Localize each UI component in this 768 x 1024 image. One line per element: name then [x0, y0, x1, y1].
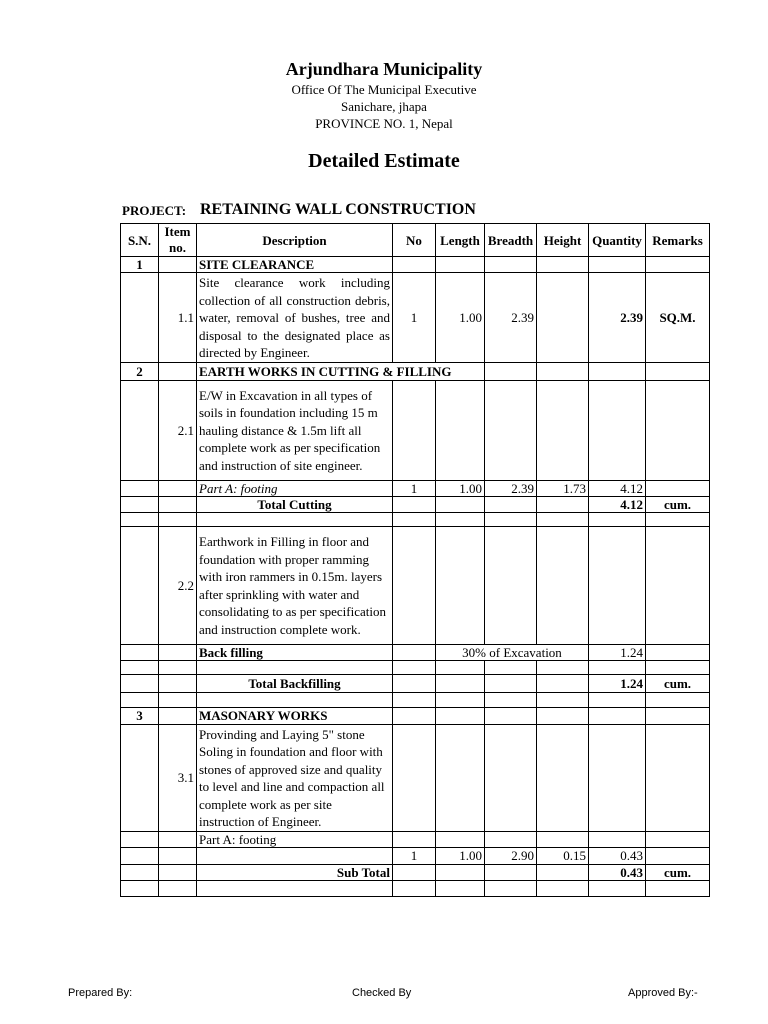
part-values-row — [121, 847, 710, 864]
approved-by: Approved By:- — [628, 987, 698, 999]
part-label: Part A: footing — [197, 831, 393, 847]
project-label: PROJECT: — [122, 203, 187, 218]
section-sn: 3 — [121, 707, 159, 724]
backfill-quantity: 1.24 — [589, 644, 646, 660]
blank-row — [121, 660, 710, 674]
section-title: MASONARY WORKS — [197, 707, 393, 724]
part-length: 1.00 — [436, 480, 485, 496]
blank-row — [121, 692, 710, 707]
item-row — [121, 724, 710, 831]
item-quantity: 2.39 — [589, 273, 646, 363]
item-row — [121, 380, 710, 480]
section-title: SITE CLEARANCE — [197, 257, 393, 273]
col-height: Height — [537, 224, 589, 257]
item-number: 2.2 — [159, 526, 197, 644]
office-line: Office Of The Municipal Executive — [291, 82, 477, 97]
backfill-note: 30% of Excavation — [436, 644, 589, 660]
item-description: Provinding and Laying 5" stone Soling in foundation and floor with stones of approved size and quality to level and line and compaction all complete work as per site instruction of Engineer. — [197, 724, 393, 831]
part-quantity: 4.12 — [589, 480, 646, 496]
col-sn: S.N. — [121, 224, 159, 257]
part-no: 1 — [393, 480, 436, 496]
total-label: Total Cutting — [197, 496, 393, 512]
part-height: 0.15 — [537, 847, 589, 864]
section-row — [121, 707, 710, 724]
item-description: Site clearance work including collection of all construction debris, water, removal of bushes, tree and disposal to the designated place as directed by Engineer. — [197, 273, 393, 363]
item-row — [121, 273, 710, 363]
part-row — [121, 831, 710, 847]
item-row — [121, 526, 710, 644]
item-description: Earthwork in Filling in floor and foundation with proper ramming with iron rammers in 0.15m. layers after sprinkling with water and consolidating to as per specification and instruction complete work. — [197, 526, 393, 644]
col-item-no: Item no. — [159, 224, 197, 257]
part-quantity: 0.43 — [589, 847, 646, 864]
subtotal-label: Sub Total — [197, 864, 393, 880]
section-sn: 1 — [121, 257, 159, 273]
subtotal-quantity: 0.43 — [589, 864, 646, 880]
checked-by: Checked By — [352, 987, 412, 999]
project-name: RETAINING WALL CONSTRUCTION — [200, 201, 476, 218]
item-breadth: 2.39 — [485, 273, 537, 363]
item-number: 1.1 — [159, 273, 197, 363]
part-no: 1 — [393, 847, 436, 864]
blank-row — [121, 880, 710, 896]
address-line: Sanichare, jhapa — [341, 99, 427, 114]
col-length: Length — [436, 224, 485, 257]
part-breadth: 2.90 — [485, 847, 537, 864]
total-quantity: 1.24 — [589, 674, 646, 692]
estimate-table — [120, 223, 710, 897]
total-unit: cum. — [646, 674, 710, 692]
part-length: 1.00 — [436, 847, 485, 864]
backfill-row — [121, 644, 710, 660]
total-quantity: 4.12 — [589, 496, 646, 512]
item-number: 2.1 — [159, 380, 197, 480]
total-row — [121, 674, 710, 692]
subtotal-row — [121, 864, 710, 880]
col-quantity: Quantity — [589, 224, 646, 257]
backfill-label: Back filling — [197, 644, 393, 660]
item-remarks: SQ.M. — [646, 273, 710, 363]
part-row — [121, 480, 710, 496]
total-row — [121, 496, 710, 512]
total-label: Total Backfilling — [197, 674, 393, 692]
col-remarks: Remarks — [646, 224, 710, 257]
subtotal-unit: cum. — [646, 864, 710, 880]
organization-name: Arjundhara Municipality — [285, 59, 483, 79]
part-label: Part A: footing — [197, 480, 393, 496]
total-unit: cum. — [646, 496, 710, 512]
item-number: 3.1 — [159, 724, 197, 831]
section-title: EARTH WORKS IN CUTTING & FILLING — [197, 362, 485, 380]
document-title: Detailed Estimate — [308, 150, 460, 172]
prepared-by: Prepared By: — [68, 987, 133, 999]
item-description: E/W in Excavation in all types of soils in foundation including 15 m hauling distance & 1.5m lift all complete work as per specification and instruction of site engineer. — [197, 380, 393, 480]
table-header-row — [121, 224, 710, 257]
blank-row — [121, 512, 710, 526]
item-no-value: 1 — [393, 273, 436, 363]
col-breadth: Breadth — [485, 224, 537, 257]
province-line: PROVINCE NO. 1, Nepal — [315, 116, 453, 131]
section-row — [121, 257, 710, 273]
part-height: 1.73 — [537, 480, 589, 496]
col-no: No — [393, 224, 436, 257]
item-length: 1.00 — [436, 273, 485, 363]
section-sn: 2 — [121, 362, 159, 380]
col-description: Description — [197, 224, 393, 257]
part-breadth: 2.39 — [485, 480, 537, 496]
section-row — [121, 362, 710, 380]
